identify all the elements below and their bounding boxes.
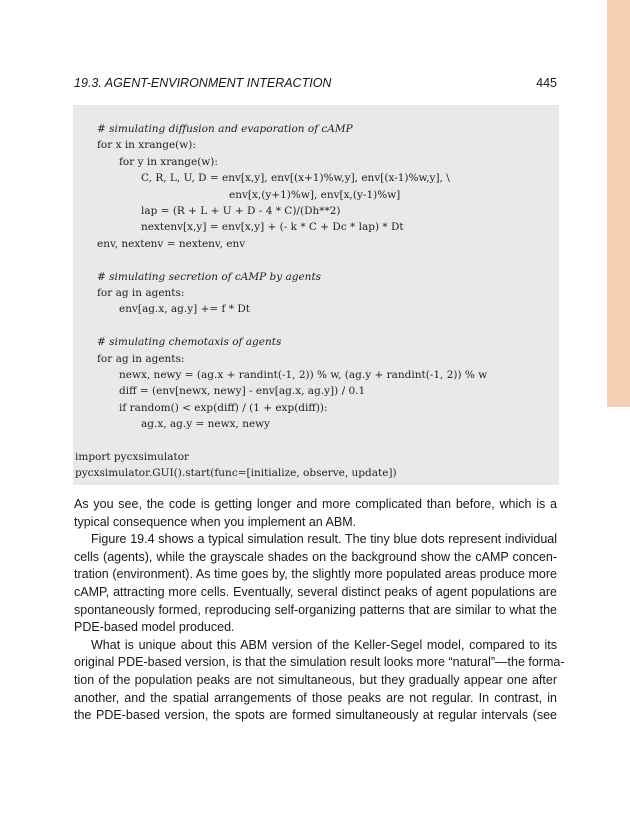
code-comment: # simulating chemotaxis of agents xyxy=(97,336,282,349)
code-line: ag.x, ag.y = newx, newy xyxy=(141,418,271,431)
paragraph-line: another, and the spatial arrangements of those peaks are not regular. In contrast, in xyxy=(74,690,557,705)
code-line: for ag in agents: xyxy=(97,352,185,365)
paragraph-line: spontaneously formed, reproducing self-organizing patterns that are similar to what the xyxy=(74,602,557,617)
code-line: env[x,(y+1)%w], env[x,(y-1)%w] xyxy=(229,188,401,201)
code-comment: # simulating diffusion and evaporation of cAMP xyxy=(97,123,353,135)
code-line: for ag in agents: xyxy=(97,287,185,299)
paragraph-line: typical consequence when you implement an ABM. xyxy=(74,514,357,529)
code-line: for x in xrange(w): xyxy=(97,139,196,152)
paragraph-line: cAMP, attracting more cells. Eventually, several distinct peaks of agent populations are xyxy=(74,585,557,599)
paragraph-line: PDE-based model produced. xyxy=(74,620,235,635)
running-header xyxy=(74,76,557,92)
paragraph-line: cells (agents), while the grayscale shades on the background show the cAMP concen- xyxy=(74,549,557,564)
code-line: env, nextenv = nextenv, env xyxy=(97,237,246,250)
code-listing xyxy=(73,105,559,485)
paragraph-line: As you see, the code is getting longer and more complicated than before, which is a xyxy=(74,497,557,511)
paragraph-line: Figure 19.4 shows a typical simulation result. The tiny blue dots represent individual xyxy=(91,532,557,547)
code-line: C, R, L, U, D = env[x,y], env[(x+1)%w,y], env[(x-1)%w,y], \ xyxy=(141,172,450,185)
code-line: lap = (R + L + U + D - 4 * C)/(Dh**2) xyxy=(141,205,341,217)
paragraph-line: the PDE-based version, the spots are formed simultaneously at regular intervals (see xyxy=(74,708,557,723)
code-line: for y in xrange(w): xyxy=(119,155,218,168)
paragraph-line: original PDE-based version, is that the simulation result looks more “natural”—the forma- xyxy=(74,655,565,670)
code-line: pycxsimulator.GUI().start(func=[initialize, observe, update]) xyxy=(75,467,397,480)
section-title: 19.3. AGENT-ENVIRONMENT INTERACTION xyxy=(74,76,332,90)
code-line: nextenv[x,y] = env[x,y] + (- k * C + Dc * lap) * Dt xyxy=(141,221,404,234)
paragraph-line: tion of the population peaks are not simultaneous, but they gradually appear one after xyxy=(74,673,557,687)
paragraph-line: tration (environment). As time goes by, the slightly more populated areas produce more xyxy=(74,567,557,582)
thumb-index-tab xyxy=(607,0,630,407)
page-number: 445 xyxy=(536,76,557,90)
code-line: env[ag.x, ag.y] += f * Dt xyxy=(119,303,250,316)
code-line: diff = (env[newx, newy] - env[ag.x, ag.y]) / 0.1 xyxy=(119,385,366,398)
code-line: newx, newy = (ag.x + randint(-1, 2)) % w, (ag.y + randint(-1, 2)) % w xyxy=(119,369,488,381)
code-line: import pycxsimulator xyxy=(75,451,190,463)
code-comment: # simulating secretion of cAMP by agents xyxy=(97,270,322,283)
paragraph-line: What is unique about this ABM version of the Keller-Segel model, compared to its xyxy=(91,637,557,652)
code-line: if random() < exp(diff) / (1 + exp(diff)): xyxy=(119,401,328,414)
